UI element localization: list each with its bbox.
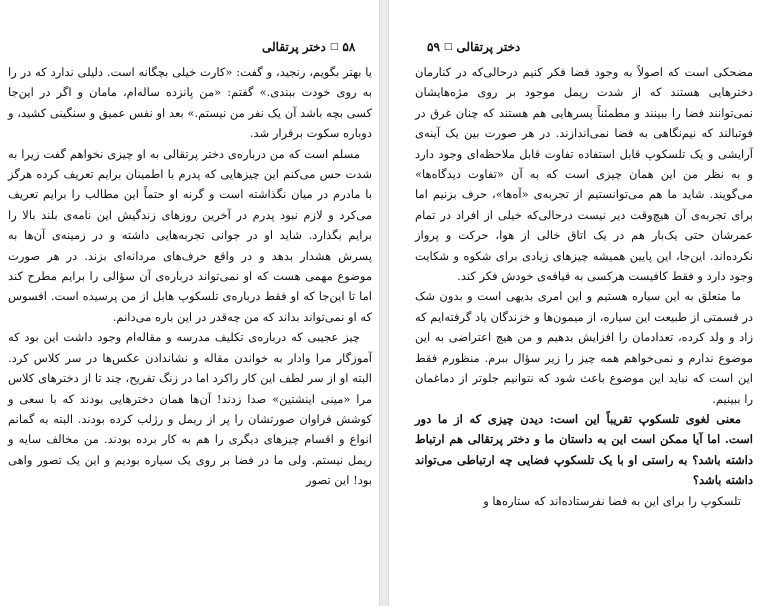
right-page-header — [427, 38, 520, 56]
left-page — [0, 0, 380, 606]
paragraph: چیز عجیبی که درباره‌ی تکلیف مدرسه و مقاله‌ام وجود داشت این بود که آموزگار مرا وادار به خواندن مقاله و نشاندادن عکس‌ها در سر کلاس کرد. البته او از سر لطف این کار راکرد اما در زنگ تفریح، چند تا از دخترهای کلاس مرا «مینی اینشتین» صدا زدند! آن‌ها همان دخترهایی بودند که با سعی و کوشش فراوان صورتشان را پر از ریمل و رژلب کرده بودند. البته به گمانم انواع و اقسام چیزهای دیگری را هم به کار برده بودند. من مخالف سایه و ریمل نیستم. ولی ما در فضا بر روی یک سیاره بودیم و این یک تصور واهی بود! این تصور — [8, 330, 372, 488]
left-page-header — [262, 38, 355, 56]
separator-box-icon: □ — [443, 42, 453, 52]
paragraph: تلسکوپ را برای این به فضا نفرستاده‌اند که ستاره‌ها و — [483, 493, 741, 508]
paragraph: مضحکی است که اصولاً به وجود فضا فکر کنیم درحالی‌که در کنار‌مان دخترهایی هستند که از شدت ریمل موجود بر روی مژه‌هایشان نمی‌توانند فضا را ببینند و مطمئناً پسرهایی هم هستند که چنان غرق در فوتبالند که نیم‌نگاهی به فضا نمی‌اندازند. در هر صورت بین یک آینه‌ی آرایشی و یک تلسکوپ قابل استفاده تفاوت قابل ملاحظه‌ای وجود دارد و به نظر من این همان چیزی است که به آن «تفاوت دیدگاه‌ها» می‌گویند. شاید ما هم می‌توانستیم از تجربه‌ی «آه‌ها»، حرف بزنیم اما برای تجربه‌ی آن هیچ‌وقت دیر نیست درحالی‌که خیلی از افراد در تمام عمرشان حتی یک‌بار هم در یک اتاق خالی از هوا، حرکت و پرواز نکرده‌اند. این‌جا، این پایین همیشه چیزهای زیادی برای شکوه و شکایت وجود دارد و فقط کافیست هرکسی به قیافه‌ی خودش فکر کند. — [415, 65, 753, 284]
paragraph: مسلم است که من درباره‌ی دختر پرتقالی به او چیزی نخواهم گفت زیرا به شدت حس می‌کنم این چیزهایی که پدرم با اطمینان برایم تعریف کرده هرگز با مادرم در میان نگذاشته است و گرنه او حتماً این مطالب را برایم تعریف می‌کرد و لازم نبود پدرم در آخرین روزهای زندگیش این نامه‌ی بلند بالا را برایم بگذارد. شاید او در جوانی تجربه‌هایی داشته و در زمینه‌ی آن‌ها به پسرش هشدار بدهد و در واقع حرف‌های مردانه‌ای بزند. در هر صورت موضوع مهمی هست که او نمی‌تواند درباره‌ی آن سؤالی را برایم مطرح کند اما تا این‌جا که او فقط درباره‌ی تلسکوپ هابل از من پرسیده است. افسوس که او نمی‌تواند بداند که من چه‌قدر در این باره می‌دانم. — [8, 146, 372, 324]
right-page-number: ۵۹ — [427, 40, 440, 54]
left-page-title: دختر پرتقالی — [262, 40, 326, 54]
paragraph: یا بهتر بگویم، رنجید، و گفت: «کارت خیلی بچگانه است. دلیلی ندارد که در را به روی خودت ببندی.» گفتم: «من پانزده ساله‌ام، مامان و اگر در این‌جا کسی بچه باشد آن یک نفر من نیستم.» بعد او نفس عمیق و سنگینی کشید، و دوباره سکوت برقرار شد. — [8, 65, 372, 141]
right-page — [388, 0, 768, 606]
separator-box-icon: □ — [329, 42, 339, 52]
right-page-title: دختر پرتقالی — [456, 40, 521, 54]
left-page-body — [8, 62, 372, 491]
paragraph: معنی لغوی تلسکوپ تقریباً این است: دیدن چیزی که از ما دور است. اما آیا ممکن است این به داستان ما و دختر پرتقالی هم ارتباط داشته باشد؟ به راستی او با یک تلسکوپ فضایی چه ارتباطی می‌تواند داشته باشد؟ — [415, 411, 753, 488]
paragraph: ما متعلق به این سیاره هستیم و این امری بدیهی است و بدون شک در قسمتی از طبیعت این سیاره، از میمون‌ها و خزندگان یاد گرفته‌ایم که زاد و ولد کرده، تعدادمان را افزایش بدهیم و من هیچ اعتراضی به این موضوع ندارم و نمی‌خواهم همه چیز را زیر سؤال ببرم. منظورم فقط این است که نباید این موضوع باعث شود که نتوانیم جلوتر از دماغمان را ببینیم. — [415, 289, 753, 406]
right-page-body — [415, 62, 753, 511]
book-gutter — [380, 0, 388, 606]
left-page-number: ۵۸ — [342, 40, 356, 54]
